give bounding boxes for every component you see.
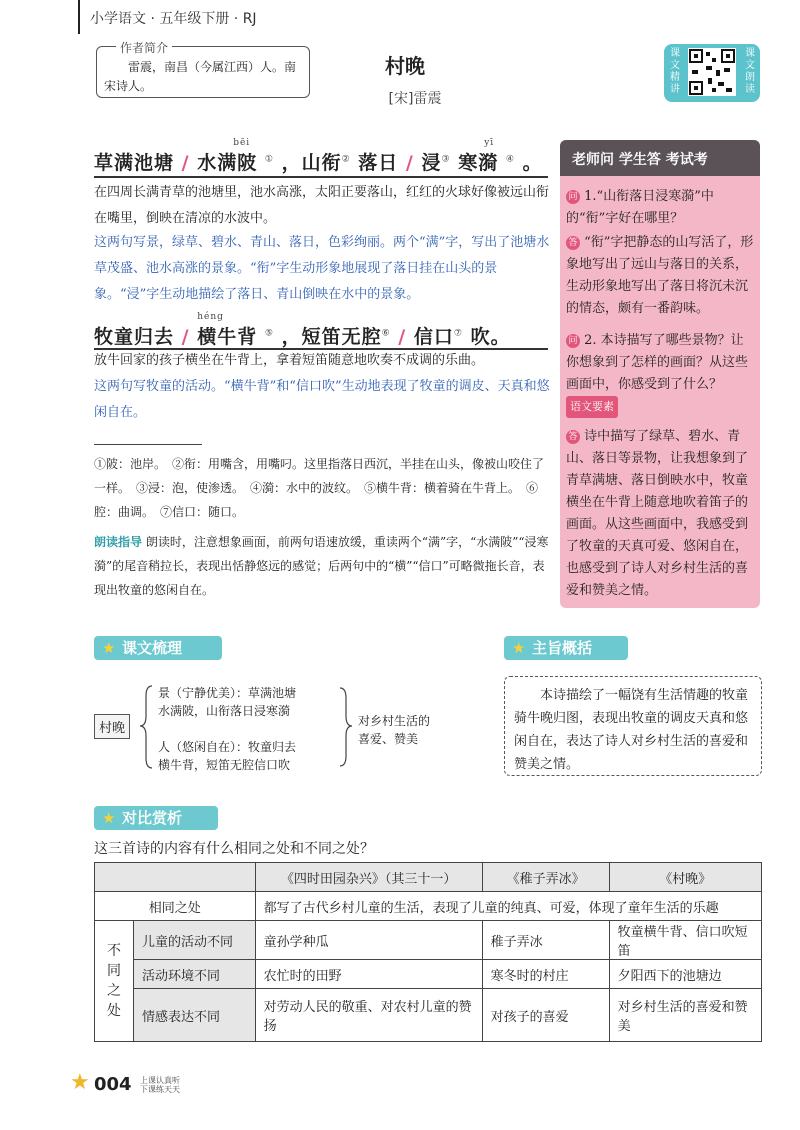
section-compare-label: 对比赏析 [122, 809, 183, 827]
compare-question: 这三首诗的内容有什么相同之处和不同之处？ [94, 841, 374, 857]
table-row [95, 960, 762, 989]
tag-badge: 语文要素 [566, 396, 618, 418]
author-text: 雷震，南昌（今属江西）人。南宋诗人。 [104, 60, 297, 93]
qa-question-2 [566, 330, 756, 418]
note-4: ④ [505, 154, 515, 165]
question-mark-icon: 问 [566, 190, 580, 204]
line1-seg2-text: 水满陂 [197, 152, 258, 174]
section-outline [94, 636, 222, 660]
mindmap-scene-line-2: 水满陂，山衔落日浸寒漪 [158, 704, 291, 718]
mindmap-person-line-1: 人（悠闲自在）：牧童归去 [158, 740, 297, 754]
qa-question-2-text: 2. 本诗描写了哪些景物？让你想象到了怎样的画面？从这些画面中，你感受到了什么？ [566, 333, 749, 392]
qr-left-label: 课文精讲 [670, 48, 680, 95]
section-outline-label: 课文梳理 [122, 639, 183, 657]
line2-seg5: 吹。 [470, 326, 511, 348]
line1-seg2 [197, 138, 281, 174]
footer-slogan-2: 下课练天天 [140, 1085, 180, 1094]
table-cell: 对劳动人民的敬重、对农村儿童的赞扬 [255, 989, 482, 1042]
table-cell: 对乡村生活的喜爱和赞美 [609, 989, 761, 1042]
star-icon: ★ [512, 639, 526, 657]
translation-2: 放牛回家的孩子横坐在牛背上，拿着短笛随意地吹奏不成调的乐曲。 [94, 353, 485, 368]
footnote-rule [94, 444, 202, 445]
pause-mark: / [181, 326, 190, 348]
qr-code-icon[interactable] [688, 48, 736, 96]
qr-right-label: 课文朗读 [745, 48, 755, 95]
poem-line-rule [94, 176, 548, 178]
footer-slogan-1: 上课认真听 [140, 1076, 180, 1085]
mindmap-person-line-2: 横牛背，短笛无腔信口吹 [158, 758, 291, 772]
note-2: ② [341, 154, 351, 165]
pause-mark: / [405, 152, 414, 174]
author-box-title: 作者简介 [116, 39, 172, 56]
line2-seg3: ，短笛无腔 [281, 326, 382, 348]
reading-guide-text: 朗读时，注意想象画面，前两句语速放缓，重读两个“满”字，“水满陂”“浸寒漪”的尾音稍拉长，表现出恬静悠远的感觉；后两句中的“横”“信口”可略微拖长音，表现出牧童的悠闲自在。 [94, 535, 549, 597]
answer-mark-icon: 答 [566, 236, 580, 250]
mindmap-result-line-2: 喜爱、赞美 [358, 732, 419, 746]
qa-answer-2-text: 诗中描写了绿草、碧水、青山、落日等景物，让我想象到了青草满塘、落日倒映水中，牧童横坐在牛背上随意地吹着笛子的画面。从这些画面中，我感受到了牧童的天真可爱、悠闲自在，也感受到了诗人对乡村生活的喜爱和赞美之情。 [566, 429, 749, 598]
analysis-2: 这两句写牧童的活动。“横牛背”和“信口吹”生动地表现了牧童的调皮、天真和悠闲自在。 [94, 379, 550, 420]
table-cell: 寒冬时的村庄 [482, 960, 609, 989]
header-rule [78, 0, 80, 34]
section-summary-label: 主旨概括 [532, 639, 593, 657]
summary-text: 本诗描绘了一幅饶有生活情趣的牧童骑牛晚归图，表现出牧童的调皮天真和悠闲自在，表达了诗人对乡村生活的喜爱和赞美之情。 [514, 688, 749, 772]
mindmap-result [358, 712, 430, 748]
qa-answer-2 [566, 426, 756, 602]
poem-title: 村晚 [385, 54, 425, 78]
running-header: 小学语文 · 五年级下册 · RJ [90, 11, 257, 27]
footnotes: ①陂：池岸。 ②衔：用嘴含，用嘴叼。这里指落日西沉，半挂在山头，像被山咬住了一样。 ③浸：泡，使渗透。 ④漪：水中的波纹。 ⑤横牛背：横着骑在牛背上。 ⑥腔：曲调。 ⑦信口：随口。 [94, 457, 545, 519]
row-label: 儿童的活动不同 [134, 921, 256, 960]
same-text: 都写了古代乡村儿童的生活，表现了儿童的纯真、可爱，体现了童年生活的乐趣 [255, 892, 761, 921]
section-compare [94, 806, 218, 830]
table-row [95, 892, 762, 921]
pinyin-yi: yī [484, 138, 495, 148]
pinyin-bei: bēi [233, 138, 251, 148]
table-row [95, 989, 762, 1042]
line1-seg5: 浸 [421, 152, 442, 174]
answer-mark-icon: 答 [566, 430, 580, 444]
line2-seg4: 信口 [413, 326, 454, 348]
note-7: ⑦ [453, 328, 463, 339]
line1-seg4: 落日 [358, 152, 399, 174]
poem-line-1 [94, 138, 543, 175]
mindmap-scene-line-1: 景（宁静优美）：草满池塘 [158, 686, 297, 700]
note-6: ⑥ [381, 328, 391, 339]
mindmap-result-line-1: 对乡村生活的 [358, 714, 431, 728]
pause-mark: / [398, 326, 407, 348]
reading-guide [94, 530, 554, 602]
note-3: ③ [441, 154, 451, 165]
footer-slogan [140, 1076, 180, 1094]
note-1: ① [264, 154, 274, 165]
translation-1: 在四周长满青草的池塘里，池水高涨，太阳正要落山，红红的火球好像被远山衔在嘴里，倒映在清凉的水波中。 [94, 185, 550, 226]
table-cell: 夕阳西下的池塘边 [609, 960, 761, 989]
line2-seg2-text: 横牛背 [197, 326, 258, 348]
line1-end: 。 [522, 152, 543, 174]
line2-seg2 [197, 312, 281, 348]
table-row [95, 863, 762, 892]
reading-guide-label: 朗读指导 [94, 535, 143, 549]
row-label: 情感表达不同 [134, 989, 256, 1042]
page-number: 004 [94, 1074, 132, 1095]
qa-question-1 [566, 186, 756, 230]
qa-question-1-text: 1.“山衔落日浸寒漪”中的“衔”字好在哪里？ [566, 189, 714, 226]
qa-sidebar-title: 老师问 学生答 考试考 [572, 152, 708, 168]
table-cell: 农忙时的田野 [255, 960, 482, 989]
line2-seg1: 牧童归去 [94, 326, 175, 348]
line1-seg6 [458, 138, 522, 174]
diff-label: 不同之处 [95, 921, 134, 1042]
pinyin-heng: héng [197, 312, 224, 322]
line1-seg1: 草满池塘 [94, 152, 175, 174]
page-star-icon: ★ [70, 1070, 90, 1095]
compare-table [94, 862, 762, 1042]
table-cell: 牧童横牛背、信口吹短笛 [609, 921, 761, 960]
section-summary [504, 636, 628, 660]
table-col-header: 《四时田园杂兴》（其三十一） [255, 863, 482, 892]
star-icon: ★ [102, 809, 116, 827]
table-col-header: 《稚子弄冰》 [482, 863, 609, 892]
star-icon: ★ [102, 639, 116, 657]
poem-author: [宋]雷震 [388, 91, 442, 107]
row-label: 活动环境不同 [134, 960, 256, 989]
qa-answer-1-text: “衔”字把静态的山写活了，形象地写出了远山与落日的关系，生动形象地写出了落日将沉未沉的情态，颇有一番韵味。 [566, 235, 754, 316]
note-5: ⑤ [264, 328, 274, 339]
pause-mark: / [181, 152, 190, 174]
line1-seg3: ，山衔 [281, 152, 342, 174]
analysis-1: 这两句写景，绿草、碧水、青山、落日，色彩绚丽。两个“满”字，写出了池塘水草茂盛、池水高涨的景象。“衔”字生动形象地展现了落日挂在山头的景象。“浸”字生动地描绘了落日、青山倒映在水中的景象。 [94, 235, 550, 302]
table-cell: 对孩子的喜爱 [482, 989, 609, 1042]
line1-seg6-text: 寒漪 [458, 152, 499, 174]
table-corner [95, 863, 256, 892]
table-row [95, 921, 762, 960]
mindmap-branch-scene [158, 684, 296, 720]
table-col-header: 《村晚》 [609, 863, 761, 892]
question-mark-icon: 问 [566, 334, 580, 348]
same-label: 相同之处 [95, 892, 256, 921]
table-cell: 童孙学种瓜 [255, 921, 482, 960]
table-cell: 稚子弄冰 [482, 921, 609, 960]
poem-line-2 [94, 312, 511, 349]
qa-answer-1 [566, 232, 756, 320]
mindmap-branch-person [158, 738, 296, 774]
mindmap-root: 村晚 [94, 714, 130, 739]
